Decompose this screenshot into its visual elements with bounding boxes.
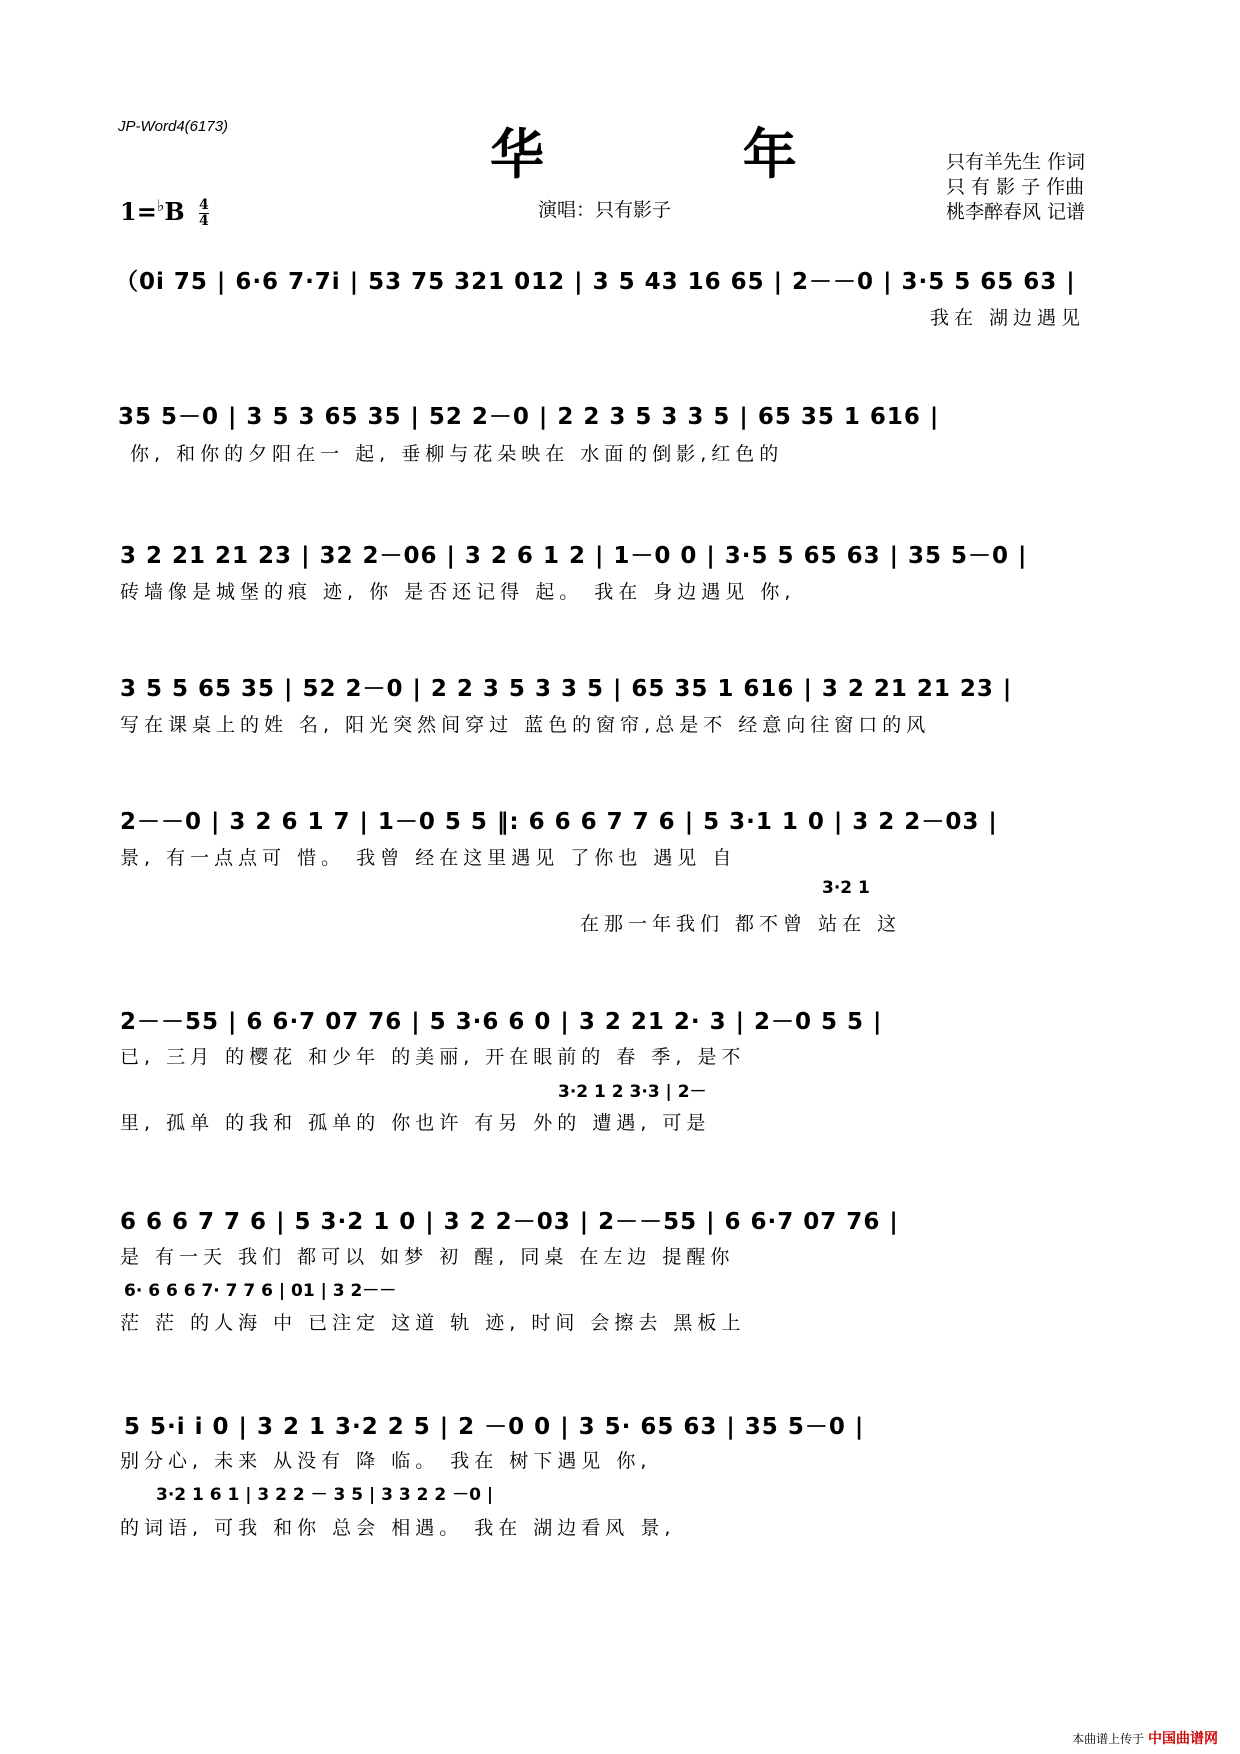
lyricist-credit: 只有羊先生 作词 <box>946 151 1086 173</box>
notation-row-5: 2－－0 | 3 2 6 1 7 | 1－0 5 5 ‖: 6 6 6 7 7 6 | 5 3·1 1 0 | 3 2 2－03 | <box>120 809 998 835</box>
time-bottom: 4 <box>199 213 209 229</box>
lyric-row-5-second: 在那一年我们 都不曾 站在 这 <box>580 913 902 935</box>
footer <box>1072 1728 1218 1748</box>
key-signature <box>120 196 209 229</box>
time-signature <box>199 198 209 229</box>
lyric-row-3: 砖墙像是城堡的痕 迹, 你 是否还记得 起。 我在 身边遇见 你, <box>120 581 796 603</box>
lyric-row-6-second: 里, 孤单 的我和 孤单的 你也许 有另 外的 遭遇, 可是 <box>120 1112 711 1134</box>
lyric-row-8: 别分心, 未来 从没有 降 临。 我在 树下遇见 你, <box>120 1450 652 1472</box>
lyric-row-8-second: 的词语, 可我 和你 总会 相遇。 我在 湖边看风 景, <box>120 1517 676 1539</box>
lyric-row-2: 你, 和你的夕阳在一 起, 垂柳与花朵映在 水面的倒影,红色的 <box>130 443 784 465</box>
singer: 演唱：只有影子 <box>538 199 672 221</box>
upload-text: 本曲谱上传于 <box>1072 1732 1145 1746</box>
key-prefix: 1= <box>120 197 157 226</box>
notation-row-3: 3 2 21 21 23 | 32 2－06 | 3 2 6 1 2 | 1－0 0 | 3·5 5 65 63 | 35 5－0 | <box>120 543 1028 569</box>
lyric-row-7: 是 有一天 我们 都可以 如梦 初 醒, 同桌 在左边 提醒你 <box>120 1246 735 1268</box>
sub-notation-row-8: 3·2 1 6 1 | 3 2 2 － 3 5 | 3 3 2 2 －0 | <box>156 1485 494 1505</box>
sub-notation-row-7: 6· 6 6 6 7· 7 7 6 | 01 | 3 2－－ <box>124 1281 397 1301</box>
software-label: JP-Word4(6173) <box>118 118 229 135</box>
lyric-row-5: 景, 有一点点可 惜。 我曾 经在这里遇见 了你也 遇见 自 <box>120 847 737 869</box>
flat-sign: ♭ <box>156 196 165 215</box>
transcriber-credit: 桃李醉春风 记谱 <box>946 201 1086 223</box>
notation-row-4: 3 5 5 65 35 | 52 2－0 | 2 2 3 5 3 3 5 | 65 35 1 616 | 3 2 21 21 23 | <box>120 676 1013 702</box>
composer-credit: 只 有 影 子 作曲 <box>946 176 1085 198</box>
lyric-row-1: 我在 湖边遇见 <box>930 307 1086 329</box>
notation-row-7: 6 6 6 7 7 6 | 5 3·2 1 0 | 3 2 2－03 | 2－－55 | 6 6·7 07 76 | <box>120 1209 899 1235</box>
sub-notation-row-5: 3·2 1 <box>822 878 870 898</box>
key-note: B <box>164 197 185 226</box>
song-title: 华 年 <box>490 123 887 186</box>
notation-row-1: （0i 75 | 6·6 7·7i | 53 75 321 012 | 3 5 43 16 65 | 2－－0 | 3·5 5 65 63 | <box>115 269 1076 295</box>
lyric-row-7-second: 茫 茫 的人海 中 已注定 这道 轨 迹, 时间 会擦去 黑板上 <box>120 1312 746 1334</box>
notation-row-2: 35 5－0 | 3 5 3 65 35 | 52 2－0 | 2 2 3 5 3 3 5 | 65 35 1 616 | <box>118 404 940 430</box>
lyric-row-6: 已, 三月 的樱花 和少年 的美丽, 开在眼前的 春 季, 是不 <box>120 1046 746 1068</box>
notation-row-8: 5 5·i i 0 | 3 2 1 3·2 2 5 | 2 －0 0 | 3 5· 65 63 | 35 5－0 | <box>124 1414 865 1440</box>
lyric-row-4: 写在课桌上的姓 名, 阳光突然间穿过 蓝色的窗帘,总是不 经意向往窗口的风 <box>120 714 931 736</box>
sub-notation-row-6: 3·2 1 2 3·3 | 2－ <box>558 1082 707 1102</box>
site-logo[interactable]: 中国曲谱网 <box>1148 1731 1218 1747</box>
notation-row-6: 2－－55 | 6 6·7 07 76 | 5 3·6 6 0 | 3 2 21 2· 3 | 2－0 5 5 | <box>120 1009 883 1035</box>
credits <box>946 150 1085 225</box>
time-top: 4 <box>199 197 209 213</box>
